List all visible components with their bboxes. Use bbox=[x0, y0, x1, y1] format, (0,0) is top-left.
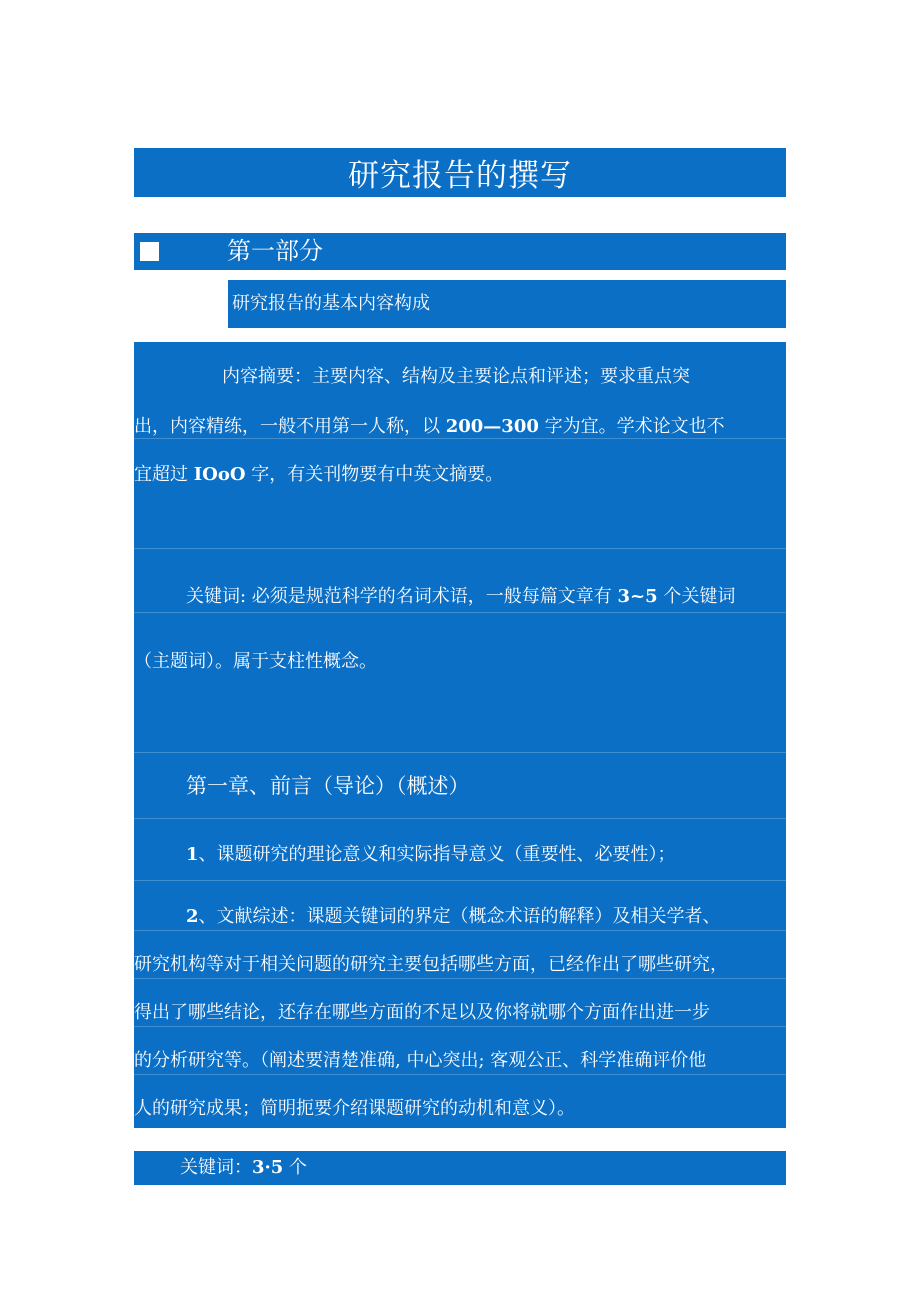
chapter-item-2-line-1 bbox=[186, 902, 786, 928]
square-bullet-icon bbox=[140, 242, 159, 261]
page-title-text: 研究报告的撰写 bbox=[348, 158, 572, 194]
abstract-text: 字为宜。学术论文也不 bbox=[538, 416, 725, 437]
divider bbox=[134, 548, 786, 549]
abstract-word-range: 200—300 bbox=[445, 416, 539, 437]
divider bbox=[134, 1074, 786, 1075]
keywords-line-2: （主题词）。属于支柱性概念。 bbox=[134, 651, 377, 672]
divider bbox=[134, 978, 786, 979]
divider bbox=[134, 818, 786, 819]
keywords-footer-value: 3·5 bbox=[252, 1157, 284, 1178]
section-subtitle: 研究报告的基本内容构成 bbox=[228, 280, 786, 328]
divider bbox=[134, 930, 786, 931]
abstract-text: 出，内容精练，一般不用第一人称，以 bbox=[134, 416, 446, 437]
abstract-line-1: 内容摘要：主要内容、结构及主要论点和评述；要求重点突 bbox=[222, 366, 690, 387]
keywords-line-1 bbox=[186, 582, 786, 608]
divider bbox=[134, 880, 786, 881]
chapter-item-1 bbox=[186, 840, 786, 866]
item-text: 、文献综述：课题关键词的界定（概念术语的解释）及相关学者、 bbox=[198, 906, 721, 927]
abstract-line-2 bbox=[134, 412, 786, 438]
page-title bbox=[134, 148, 786, 197]
keywords-footer-label: 关键词： bbox=[180, 1157, 252, 1178]
abstract-text: 字，有关刊物要有中英文摘要。 bbox=[245, 464, 504, 485]
abstract-text: 宜超过 bbox=[134, 464, 194, 485]
part-label: 第一部分 bbox=[227, 237, 323, 265]
chapter-heading: 第一章、前言（导论）（概述） bbox=[186, 774, 470, 798]
divider bbox=[134, 612, 786, 613]
keywords-footer-unit: 个 bbox=[283, 1157, 308, 1178]
divider bbox=[134, 438, 786, 439]
item-number: 2 bbox=[186, 906, 199, 927]
keywords-text: 个关键词 bbox=[657, 586, 736, 607]
abstract-word-limit: IOoO bbox=[193, 464, 246, 485]
item-text: 、课题研究的理论意义和实际指导意义（重要性、必要性）； bbox=[198, 844, 676, 865]
keywords-count: 3~5 bbox=[617, 586, 658, 607]
keywords-text: 关键词: 必须是规范科学的名词术语，一般每篇文章有 bbox=[186, 586, 618, 607]
chapter-item-2-line-4: 的分析研究等。（阐述要清楚准确, 中心突出; 客观公正、科学准确评价他 bbox=[134, 1050, 707, 1071]
divider bbox=[134, 1026, 786, 1027]
chapter-item-2-line-5: 人的研究成果；简明扼要介绍课题研究的动机和意义）。 bbox=[134, 1098, 575, 1119]
item-number: 1 bbox=[186, 844, 199, 865]
part-header bbox=[134, 233, 786, 270]
abstract-line-3 bbox=[134, 460, 786, 486]
chapter-item-2-line-3: 得出了哪些结论，还存在哪些方面的不足以及你将就哪个方面作出进一步 bbox=[134, 1002, 710, 1023]
content-block bbox=[134, 342, 786, 1128]
chapter-item-2-line-2: 研究机构等对于相关问题的研究主要包括哪些方面，已经作出了哪些研究， bbox=[134, 954, 728, 975]
divider bbox=[134, 752, 786, 753]
keywords-footer bbox=[134, 1151, 786, 1185]
